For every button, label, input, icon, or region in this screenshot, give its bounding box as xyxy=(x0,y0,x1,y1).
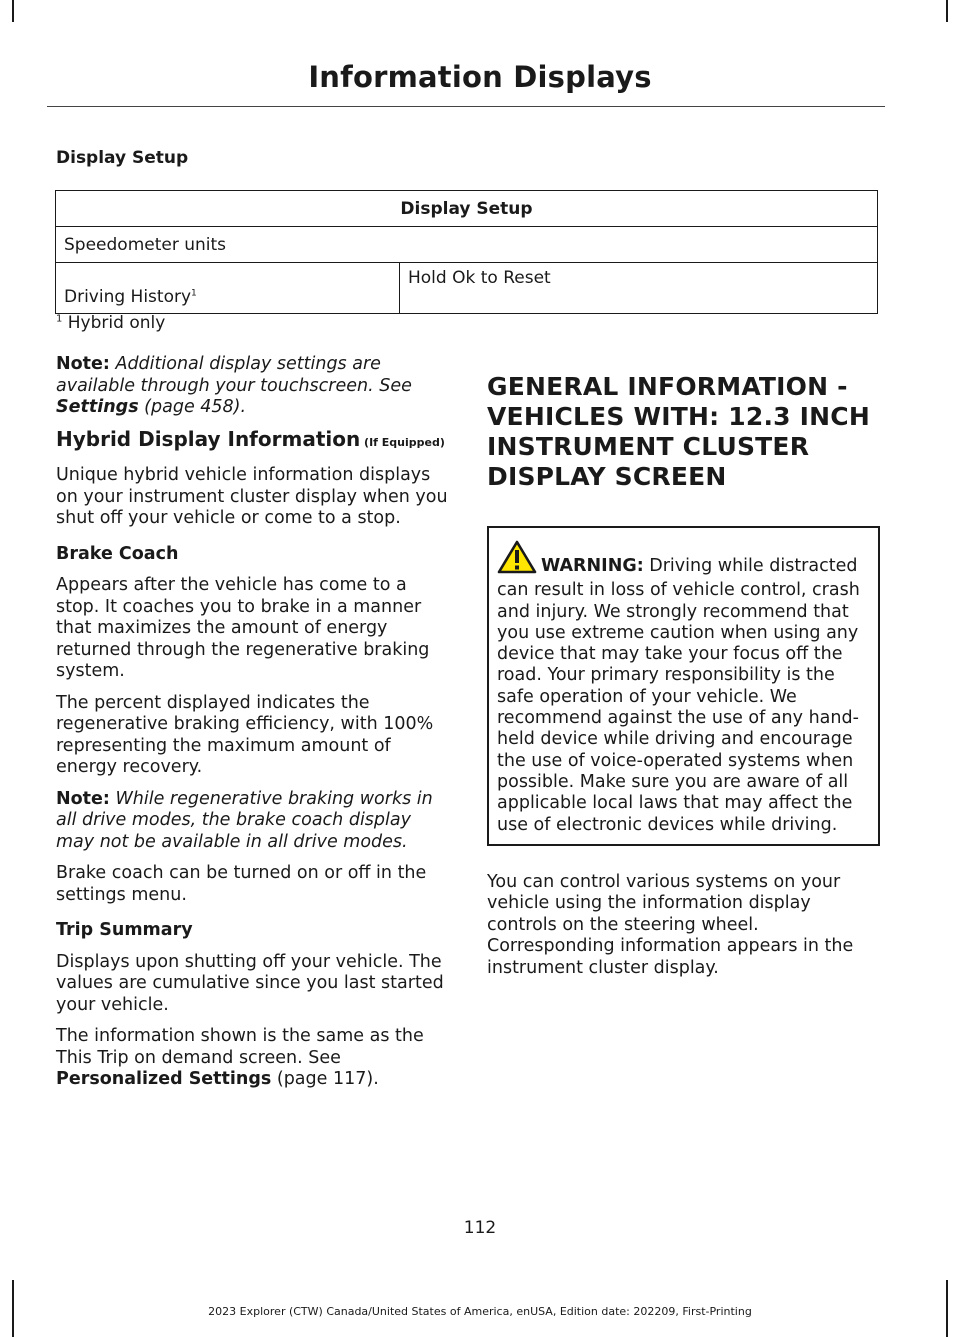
section-title: Display Setup xyxy=(56,148,189,168)
warning-label: WARNING: xyxy=(541,556,644,576)
left-column xyxy=(56,354,451,1101)
header-rule xyxy=(47,106,885,107)
page-footer: 2023 Explorer (CTW) Canada/United States of America, enUSA, Edition date: 202209, First-Printing xyxy=(208,1305,752,1318)
warning-box xyxy=(487,526,880,846)
note-text: Additional display settings are available through your touchscreen. See xyxy=(56,354,412,396)
table-cell xyxy=(56,263,400,314)
settings-link[interactable]: Settings xyxy=(56,397,139,417)
personalized-settings-link[interactable]: Personalized Settings xyxy=(56,1069,272,1089)
crop-mark xyxy=(12,0,14,22)
heading-qualifier: (If Equipped) xyxy=(360,435,445,449)
paragraph: Unique hybrid vehicle information displays on your instrument cluster display when you shut off your vehicle or come to a stop. xyxy=(56,465,448,528)
table-cell: Hold Ok to Reset xyxy=(400,263,878,314)
hybrid-heading xyxy=(56,426,451,454)
paragraph xyxy=(56,1026,451,1091)
table-row xyxy=(56,263,878,314)
display-setup-table xyxy=(55,190,878,314)
paragraph: Brake coach can be turned on or off in the settings menu. xyxy=(56,863,427,905)
page-number: 112 xyxy=(463,1218,497,1238)
footnote-marker: 1 xyxy=(191,288,197,299)
crop-mark xyxy=(946,0,948,22)
heading-text: Hybrid Display Information xyxy=(56,426,361,451)
page-ref: (page 458). xyxy=(138,397,247,417)
paragraph: Displays upon shutting off your vehicle. The values are cumulative since you last started your vehicle. xyxy=(56,951,444,1015)
table-header: Display Setup xyxy=(56,191,878,227)
note-label: Note: xyxy=(56,354,110,374)
note xyxy=(56,354,451,419)
note-text: While regenerative braking works in all drive modes, the brake coach display may not be available in all drive modes. xyxy=(56,788,433,852)
table-cell: Speedometer units xyxy=(56,227,878,263)
page-title: Information Displays xyxy=(308,60,652,94)
warning-text: Driving while distracted can result in loss of vehicle control, crash and injury. We strongly recommend that you use extreme caution when using any device that may take your focus off the road. Your primary responsibility is the safe operation of your vehicle. We recommend against the use of any hand-held device while driving and encourage the use of voice-operated systems when possible. Make sure you are aware of all applicable local laws that may affect the use of electronic devices while driving. xyxy=(497,556,860,835)
paragraph-text: The information shown is the same as the This Trip on demand screen. See xyxy=(56,1026,424,1068)
paragraph: You can control various systems on your vehicle using the information display controls on the steering wheel. Corresponding information appears in the instrument cluster display. xyxy=(487,871,854,978)
warning-triangle-icon xyxy=(497,540,537,580)
paragraph: Appears after the vehicle has come to a stop. It coaches you to brake in a manner that maximizes the amount of energy returned through the regenerative braking system. xyxy=(56,575,430,681)
trip-summary-heading: Trip Summary xyxy=(56,920,193,940)
note-label: Note: xyxy=(56,788,110,809)
cell-text: Driving History xyxy=(64,287,192,307)
note xyxy=(56,789,451,854)
right-column xyxy=(487,372,882,989)
general-info-heading: GENERAL INFORMATION - VEHICLES WITH: 12.3 INCH INSTRUMENT CLUSTER DISPLAY SCREEN xyxy=(487,372,870,491)
footnote-text: Hybrid only xyxy=(62,313,166,333)
footnote-marker: 1 xyxy=(56,313,63,325)
table-footnote xyxy=(56,313,165,333)
brake-coach-heading: Brake Coach xyxy=(56,543,179,564)
page-ref: (page 117). xyxy=(271,1069,379,1089)
table-row xyxy=(56,227,878,263)
paragraph: The percent displayed indicates the regenerative braking efficiency, with 100% representing the maximum amount of energy recovery. xyxy=(56,692,434,777)
